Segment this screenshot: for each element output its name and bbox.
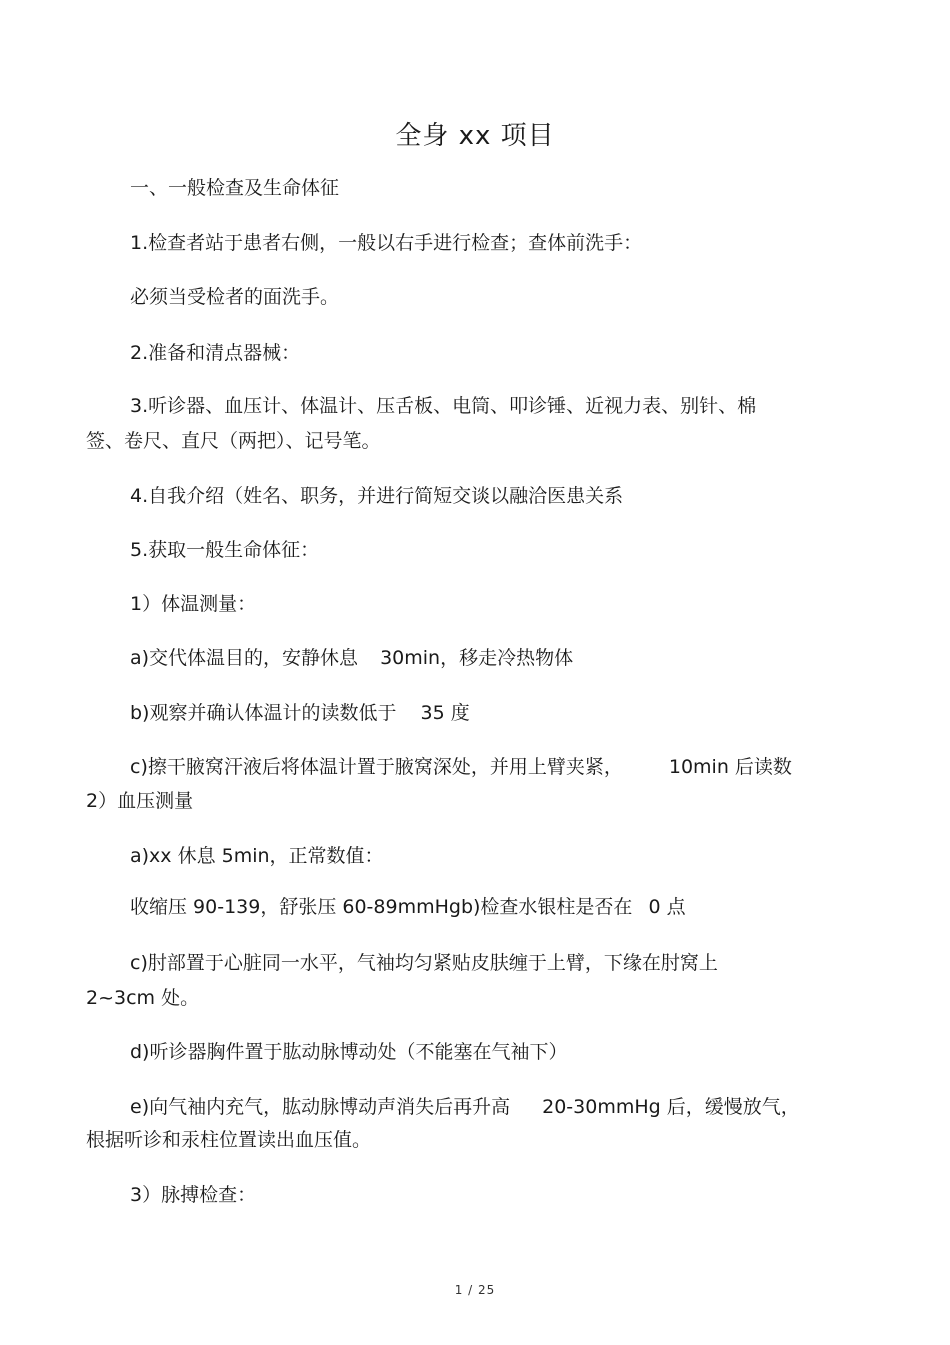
paragraph: d)听诊器胸件置于肱动脉博动处（不能塞在气袖下） (130, 1041, 568, 1063)
paragraph (130, 645, 573, 671)
text-segment: 30min，移走冷热物体 (380, 647, 574, 669)
paragraph-line: 签、卷尺、直尺（两把）、记号笔。 (86, 430, 381, 452)
text-segment: a)交代体温目的，安静休息 (130, 647, 359, 669)
section-heading: 一、一般检查及生命体征 (130, 177, 340, 199)
paragraph: 1.检查者站于患者右侧，一般以右手进行检查；查体前洗手： (130, 232, 643, 254)
paragraph: 必须当受检者的面洗手。 (130, 286, 340, 308)
text-segment: c)擦干腋窝汗液后将体温计置于腋窝深处，并用上臂夹紧， (130, 756, 623, 778)
text-segment: 35 度 (420, 702, 470, 724)
text-segment: b)观察并确认体温计的读数低于 (130, 702, 397, 724)
sub-heading: 1）体温测量： (130, 593, 257, 615)
paragraph: 5.获取一般生命体征： (130, 539, 320, 561)
paragraph-line: 3.听诊器、血压计、体温计、压舌板、电筒、叩诊锤、近视力表、别针、棉 (130, 395, 757, 417)
paragraph (130, 700, 470, 726)
paragraph-line: c)肘部置于心脏同一水平，气袖均匀紧贴皮肤缠于上臂，下缘在肘窝上 (130, 952, 718, 974)
sub-heading: 2）血压测量 (86, 790, 194, 812)
paragraph: 4.自我介绍（姓名、职务，并进行简短交谈以融洽医患关系 (130, 485, 624, 507)
document-title: 全身 xx 项目 (395, 121, 555, 151)
text-segment: 10min 后读数 (668, 756, 792, 778)
paragraph-line: 根据听诊和汞柱位置读出血压值。 (86, 1129, 372, 1151)
paragraph: a)xx 休息 5min，正常数值： (130, 845, 384, 867)
text-segment: 20-30mmHg 后，缓慢放气， (542, 1096, 800, 1118)
text-segment: 0 点 (648, 896, 686, 918)
text-segment: 收缩压 90-139，舒张压 60-89mmHgb)检查水银柱是否在 (130, 896, 633, 918)
paragraph (130, 754, 792, 780)
paragraph: 2.准备和清点器械： (130, 342, 301, 364)
page-indicator: 1 / 25 (454, 1283, 496, 1297)
text-segment: e)向气袖内充气，肱动脉博动声消失后再升高 (130, 1096, 511, 1118)
sub-heading: 3）脉搏检查： (130, 1184, 257, 1206)
paragraph-line: 2~3cm 处。 (86, 987, 200, 1009)
paragraph (130, 894, 686, 920)
paragraph-line (130, 1094, 800, 1120)
